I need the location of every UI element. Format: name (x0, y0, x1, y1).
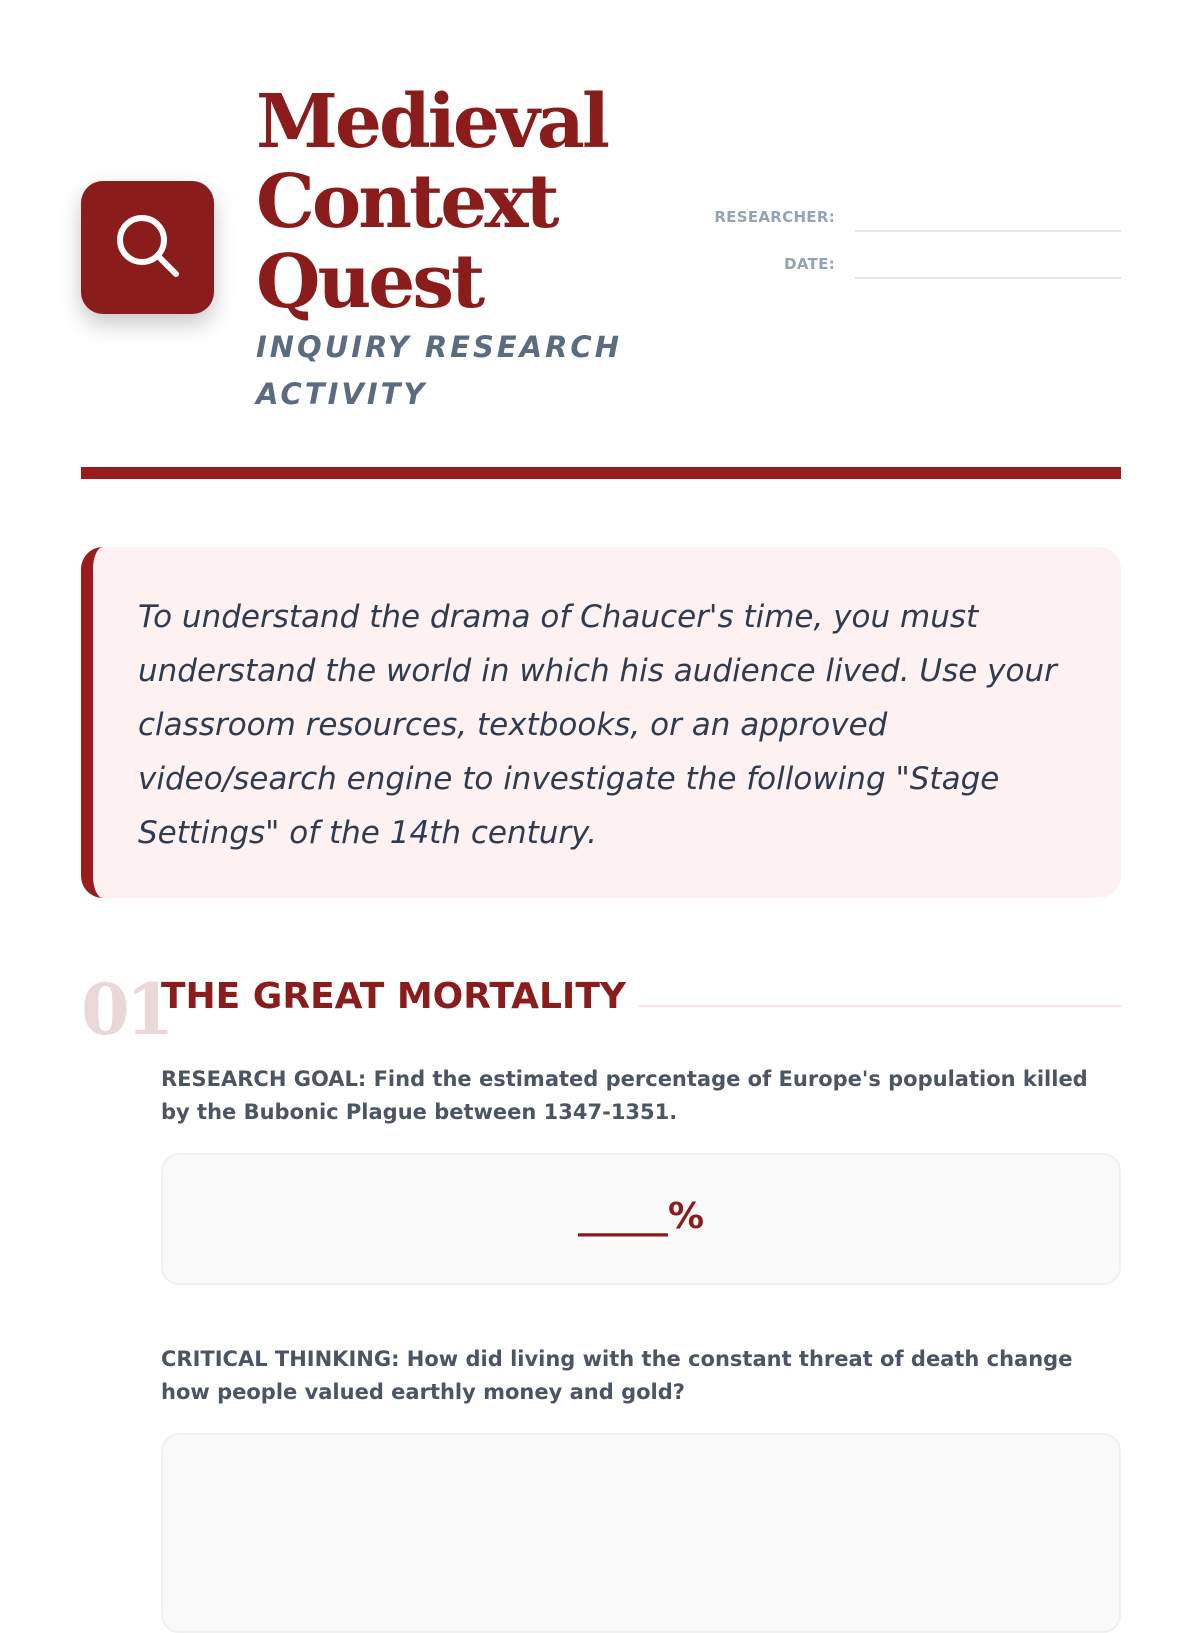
date-label: DATE: (784, 255, 835, 273)
worksheet-page (81, 0, 1121, 1600)
intro-callout (81, 547, 1121, 898)
researcher-field[interactable] (701, 206, 1121, 253)
search-icon (113, 211, 183, 281)
date-field[interactable] (701, 253, 1121, 300)
logo-badge (81, 181, 214, 314)
section-rule (639, 1005, 1121, 1007)
section-number: 01 (81, 968, 171, 1051)
section-title: THE GREAT MORTALITY (161, 976, 626, 1017)
header (81, 79, 1121, 412)
research-goal-prompt: RESEARCH GOAL: Find the estimated percentage of Europe's population killed by the Bubonic Plague between 1347-1351. (161, 1067, 1088, 1124)
percentage-blank: _____% (577, 1196, 705, 1237)
title-block (256, 79, 696, 418)
header-divider (81, 467, 1121, 479)
intro-text: To understand the drama of Chaucer's time, you must understand the world in which his audience lived. Use your classroom resources, textbooks, or an approved video/search engine to investigate the following "Stage Settings" of the 14th century. (138, 599, 1057, 851)
date-line[interactable] (855, 277, 1121, 279)
critical-thinking-answer-box[interactable] (161, 1433, 1121, 1633)
page-title (256, 79, 696, 325)
page-subtitle: INQUIRY RESEARCH ACTIVITY (256, 330, 622, 411)
title-line: Medieval (256, 79, 607, 165)
percentage-answer-box[interactable] (161, 1153, 1121, 1285)
researcher-line[interactable] (855, 230, 1121, 232)
critical-thinking-prompt: CRITICAL THINKING: How did living with the constant threat of death change how people valued earthly money and gold? (161, 1347, 1073, 1404)
student-info-fields (701, 206, 1121, 300)
title-line: Context (256, 159, 557, 245)
researcher-label: RESEARCHER: (714, 208, 835, 226)
title-line: Quest (256, 239, 483, 325)
